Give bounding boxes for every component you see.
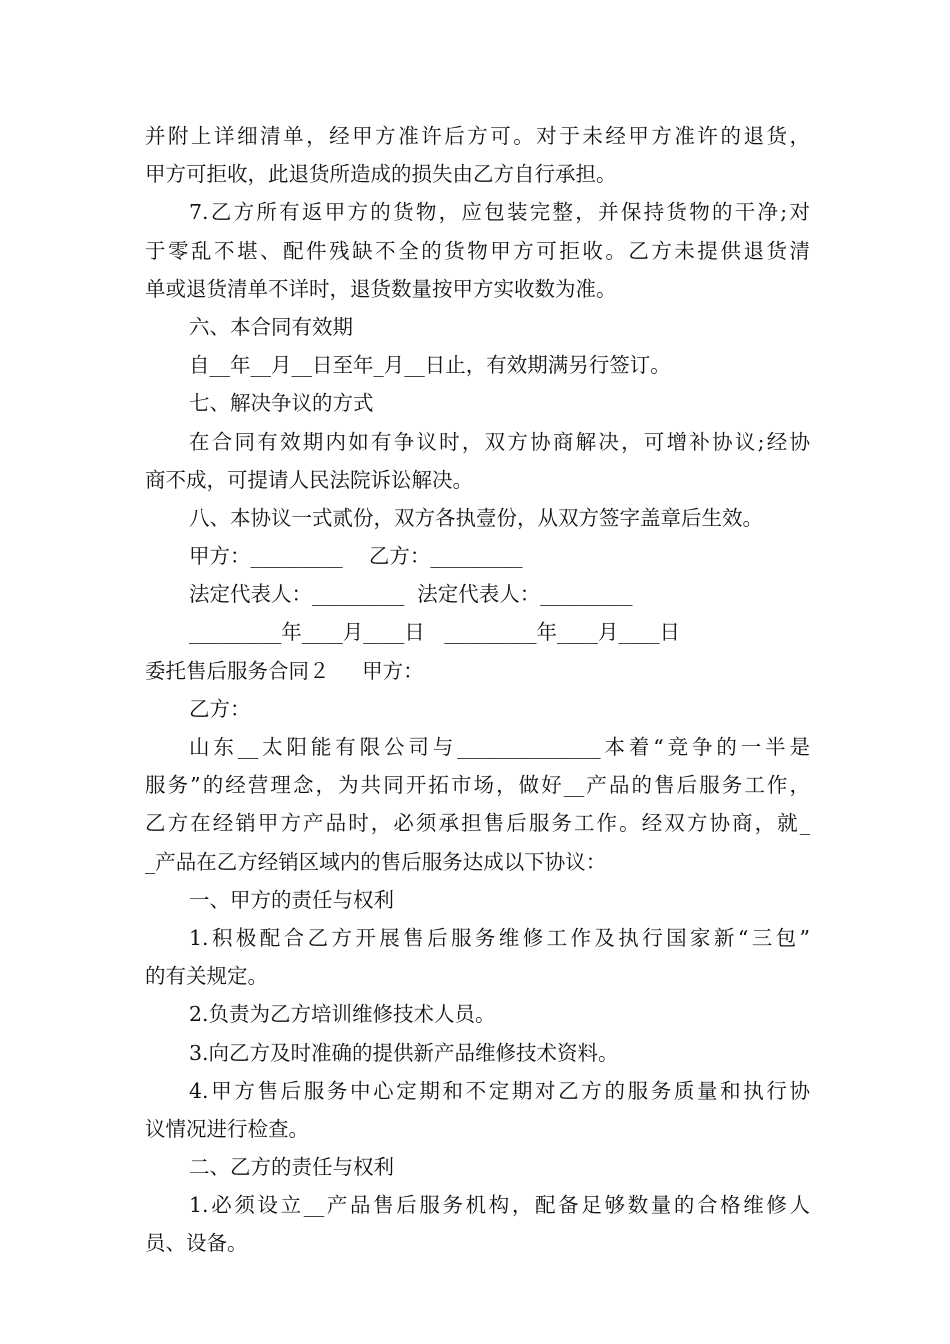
text-line: 7.乙方所有返甲方的货物，应包装完整，并保持货物的干净;对 (189, 200, 810, 225)
text-line: 的有关规定。 (145, 964, 268, 989)
text-line: 乙方在经销甲方产品时，必须承担售后服务工作。经双方协商，就_ (145, 811, 810, 836)
text-line: 在合同有效期内如有争议时，双方协商解决，可增补协议;经协 (189, 429, 810, 454)
text-line: 于零乱不堪、配件残缺不全的货物甲方可拒收。乙方未提供退货清 (145, 238, 810, 263)
text-line: _________年____月____日 _________年____月____日 (189, 620, 681, 645)
text-line: 一、甲方的责任与权利 (189, 887, 394, 912)
text-line: 二、乙方的责任与权利 (189, 1155, 394, 1180)
text-line: 八、本协议一式贰份，双方各执壹份，从双方签字盖章后生效。 (189, 505, 763, 530)
text-line: 服务”的经营理念，为共同开拓市场，做好__产品的售后服务工作， (145, 773, 810, 798)
text-line: _产品在乙方经销区域内的售后服务达成以下协议： (145, 849, 607, 874)
text-line: 乙方： (189, 696, 251, 721)
text-line: 1.积极配合乙方开展售后服务维修工作及执行国家新“三包” (189, 925, 810, 950)
text-line: 并附上详细清单，经甲方准许后方可。对于未经甲方准许的退货， (145, 124, 810, 148)
text-line: 自__年__月__日至年_月__日止，有效期满另行签订。 (189, 353, 671, 378)
text-line: 委托售后服务合同２ 甲方： (145, 658, 424, 683)
text-line: 4.甲方售后服务中心定期和不定期对乙方的服务质量和执行协 (189, 1078, 810, 1103)
text-line: 员、设备。 (145, 1231, 248, 1256)
text-line: 议情况进行检查。 (145, 1116, 309, 1141)
text-line: 1.必须设立__产品售后服务机构，配备足够数量的合格维修人 (189, 1193, 810, 1218)
text-line: 甲方可拒收，此退货所造成的损失由乙方自行承担。 (145, 162, 617, 187)
text-line: 2.负责为乙方培训维修技术人员。 (189, 1002, 496, 1027)
text-line: 单或退货清单不详时，退货数量按甲方实收数为准。 (145, 276, 617, 301)
text-line: 七、解决争议的方式 (189, 391, 374, 416)
text-line: 山东__太阳能有限公司与______________本着“竞争的一半是 (189, 735, 810, 759)
text-line: 法定代表人：_________ 法定代表人：_________ (189, 582, 633, 607)
text-line: 3.向乙方及时准确的提供新产品维修技术资料。 (189, 1040, 619, 1065)
text-line: 甲方：_________ 乙方：_________ (189, 544, 523, 569)
document-body (145, 117, 810, 1263)
text-line: 六、本合同有效期 (189, 314, 353, 339)
text-line: 商不成，可提请人民法院诉讼解决。 (145, 467, 473, 492)
